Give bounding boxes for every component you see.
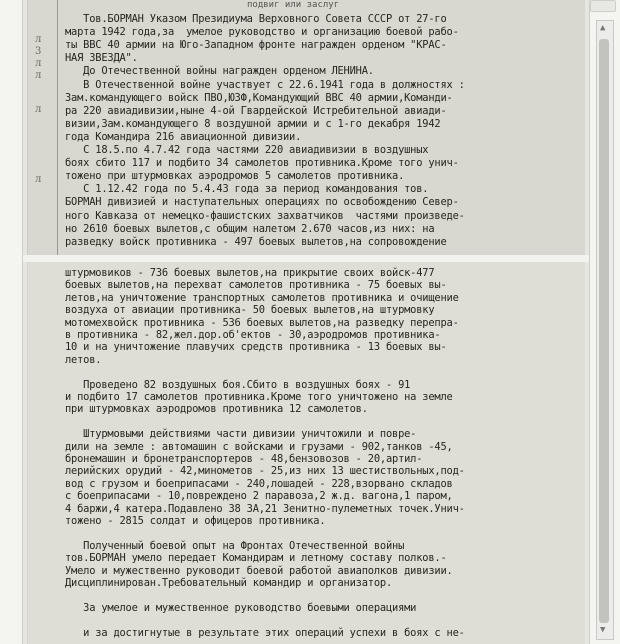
document-line: Зам.командующего войск ПВО,ЮЗФ,Командующий ВВС 40 армии,Команди- <box>65 91 453 104</box>
document-line: марта 1942 года,за умелое руководство и организацию боевой рабо- <box>65 26 459 39</box>
document-line: Умело и мужественно руководит боевой работой авиаполков дивизии. <box>65 564 453 577</box>
scroll-thumb[interactable] <box>599 39 609 623</box>
document-page-2 <box>27 262 585 644</box>
document-line: 10 и на уничтожение плавучих средств противника - 13 боевых вы- <box>65 341 447 354</box>
document-line: В Отечественной войне участвует с 22.6.1941 года в должностях : <box>65 78 465 91</box>
margin-mark: л <box>35 104 42 115</box>
document-line: вод с грузом и боеприпасами - 240,лошадей - 228,взорвано складов <box>65 477 453 490</box>
document-line: штурмовиков - 736 боевых вылетов,на прикрытие своих войск-477 <box>65 267 435 279</box>
window-button[interactable] <box>590 0 616 12</box>
document-line: воздуха от авиации противника- 50 боевых вылетов,на штурмовку <box>65 304 435 317</box>
document-line: Тов.БОРМАН Указом Президиума Верховного Совета СССР от 27-го <box>65 13 447 25</box>
document-line: визии,Зам.командующего 8 воздушной армии и с 1-го декабря 1942 <box>65 117 441 130</box>
document-line: Проведено 82 воздушных боя.Сбито в воздушных боях - 91 <box>65 378 411 391</box>
document-line: дили на земле : автомашин с войсками и грузами - 902,танков -45, <box>65 440 453 453</box>
document-line: боях сбито 117 и подбито 34 самолетов противника.Кроме того унич- <box>65 157 459 170</box>
document-line: Дисциплинирован.Требовательный командир и организатор. <box>65 577 393 589</box>
margin-rule <box>57 0 58 255</box>
scroll-track[interactable] <box>596 20 614 640</box>
vertical-scrollbar[interactable] <box>590 20 620 638</box>
document-line: С 1.12.42 года по 5.4.43 года за период командования тов. <box>65 183 429 196</box>
document-line: и за достигнутые в результате этих операций успехи в боях с не- <box>65 626 465 639</box>
document-line: лерийских орудий - 42,минометов - 25,из них 13 шестиствольных,под- <box>65 465 465 478</box>
document-line: тожено - 2815 солдат и офицеров противника. <box>65 515 326 527</box>
document-line: ты ВВС 40 армии на Юго-Западном фронте награжден орденом "КРАС- <box>65 39 447 52</box>
document-line: разведку войск противника - 497 боевых вылетов,на сопровождение <box>65 235 447 248</box>
document-line: мотомехвойск противника - 536 боевых вылетов,на разведку перепра- <box>65 316 459 329</box>
document-line: но 2610 боевых вылетов,с общим налетом 2.670 часов,из них: на <box>65 222 435 235</box>
document-line: с боеприпасами - 10,повреждено 2 паравоза,2 ж.д. вагона,1 паром, <box>65 490 453 503</box>
document-line: Полученный боевой опыт на Фронтах Отечественной войны <box>65 539 405 552</box>
document-line: бронемашин и бронетранспортеров - 48,бензовозов - 20,артил- <box>65 453 423 465</box>
document-line: НАЯ ЗВЕЗДА". <box>65 52 138 65</box>
document-line: летов,на уничтожение транспортных самолетов противника и очищение <box>65 291 459 304</box>
document-viewer <box>22 0 590 644</box>
document-line: 4 баржи,4 катера.Подавлено 38 ЗА,21 Зенитно-пулеметных точек.Унич- <box>65 502 465 515</box>
document-line: летов. <box>65 353 102 366</box>
document-line: БОРМАН дивизией и наступательных операциях по освобождению Север- <box>65 196 459 209</box>
document-line: боевых вылетов,на перехват самолетов противника - 75 боевых вы- <box>65 279 447 292</box>
document-line: года Командира 216 авиационной дивизии. <box>65 130 302 143</box>
document-line: Штурмовыми действиями части дивизии уничтожили и повре- <box>65 428 417 441</box>
document-line: ного Кавказа от немецко-фашистских захватчиков частями произведе- <box>65 209 465 222</box>
margin-mark: л <box>35 34 42 45</box>
page-header: подвиг или заслуг <box>247 0 340 10</box>
document-line: тожено при штурмовках аэродромов 5 самолетов противника. <box>65 170 405 183</box>
document-line: С 18.5.по 4.7.42 года частями 220 авиадивизии в воздушных <box>65 144 429 156</box>
margin-mark: л <box>35 174 42 185</box>
document-line: при штурмовках аэродромов противника 12 самолетов. <box>65 403 368 416</box>
document-line: За умелое и мужественное руководство боевыми операциями <box>65 601 417 614</box>
margin-mark: л <box>35 70 42 81</box>
document-line: ра 220 авиадивизии,ныне 4-ой Гвардейской Истребительной авиади- <box>65 104 447 117</box>
page-gap <box>23 255 589 262</box>
document-line: и подбито 17 самолетов противника.Кроме того уничтожено на земле <box>65 391 453 403</box>
margin-mark: 3 <box>35 46 42 57</box>
margin-mark: л <box>35 58 42 69</box>
toolbar-corner <box>590 0 620 14</box>
document-page-1 <box>27 0 585 255</box>
document-line: До Отечественной войны награжден орденом ЛЕНИНА. <box>65 65 374 78</box>
scroll-down-icon[interactable]: ▼ <box>600 625 606 635</box>
scroll-up-icon[interactable]: ▲ <box>600 23 606 33</box>
document-line: в противника - 82,жел.дор.об'ектов - 30,аэродромов противника- <box>65 329 441 341</box>
document-line: тов.БОРМАН умело передает Командирам и летному составу полков.- <box>65 552 447 565</box>
